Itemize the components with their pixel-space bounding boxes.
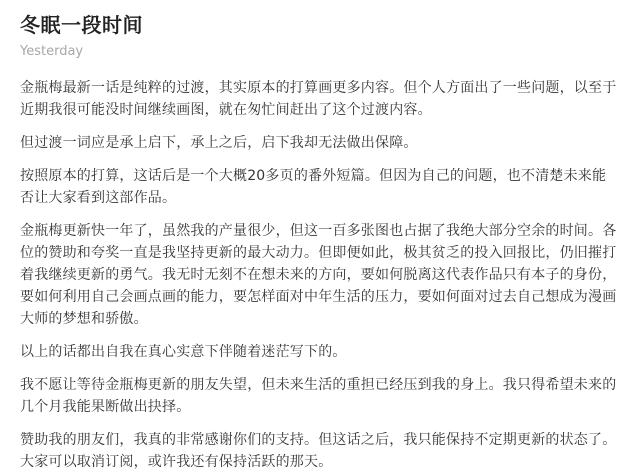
post-paragraph-2: 但过渡一词应是承上启下，承上之后，启下我却无法做出保障。 bbox=[20, 135, 418, 151]
post-paragraph-4: 金瓶梅更新快一年了，虽然我的产量很少，但这一百多张图也占据了我绝大部分空余的时间。各位的赞助和夸奖一直是我坚持更新的最大动力。但即便如此，极其贫乏的投入回报比，仍旧摧打着我继续更新的勇气。我无时无刻不在想未来的方向，要如何脱离这代表作品只有本子的身份，要如何利用自己会画点画的能力，要怎样面对中年生活的压力，要如何面对过去自己想成为漫画大师的梦想和骄傲。 bbox=[20, 223, 617, 327]
post-date: Yesterday bbox=[20, 44, 84, 59]
post-paragraph-5: 以上的话都出自我在真心实意下伴随着迷茫写下的。 bbox=[20, 344, 347, 360]
post-paragraph-1: 金瓶梅最新一话是纯粹的过渡，其实原本的打算画更多内容。但个人方面出了一些问题，以至于近期我很可能没时间继续画图，就在匆忙间赶出了这个过渡内容。 bbox=[20, 80, 617, 118]
post-paragraph-3: 按照原本的打算，这话后是一个大概20多页的番外短篇。但因为自己的问题，也不清楚未来能否让大家看到这部作品。 bbox=[20, 168, 607, 206]
post-body bbox=[20, 77, 620, 470]
post-paragraph-7: 赞助我的朋友们，我真的非常感谢你们的支持。但这话之后，我只能保持不定期更新的状态了。大家可以取消订阅，或许我还有保持活跃的那天。 bbox=[20, 432, 617, 470]
post-title: 冬眠一段时间 bbox=[20, 13, 143, 37]
post-paragraph-6: 我不愿让等待金瓶梅更新的朋友失望，但未来生活的重担已经压到我的身上。我只得希望未来的几个月我能果断做出抉择。 bbox=[20, 377, 617, 415]
